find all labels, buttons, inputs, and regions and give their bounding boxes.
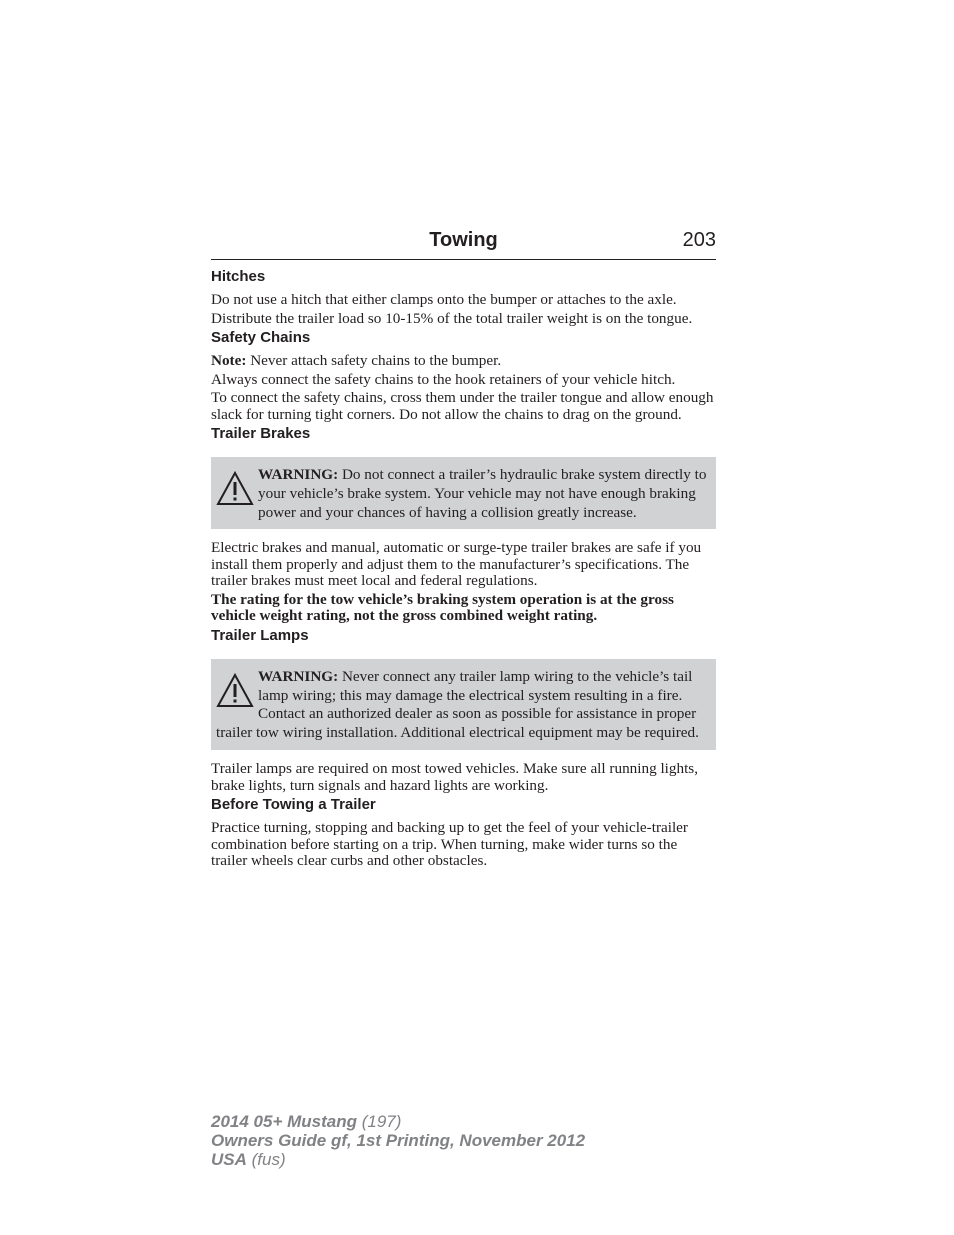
warning-label: WARNING: xyxy=(258,667,339,685)
bold-paragraph: The rating for the tow vehicle’s braking system operation is at the gross vehicle weight rating, not the gross combined weight rating. xyxy=(211,590,674,625)
paragraph: To connect the safety chains, cross them under the trailer tongue and allow enough slack for turning tight corners. Do not allow the chains to drag on the ground. xyxy=(211,389,714,423)
warning-text: Never connect any trailer lamp wiring to the vehicle’s tail lamp wiring; this may damage the electrical system resulting in a fire. Contact an authorized dealer as soon as possible for assistance in proper trailer tow wiring installation. Additional electrical equipment may be required. xyxy=(216,667,699,742)
footer-guide: Owners Guide gf, 1st Printing, November 2012 xyxy=(211,1131,586,1150)
page-number: 203 xyxy=(682,229,716,251)
note-paragraph xyxy=(211,353,716,370)
footer-model-code: (197) xyxy=(357,1112,402,1131)
chapter-title: Towing xyxy=(429,229,498,251)
footer-model: 2014 05+ Mustang xyxy=(211,1112,357,1131)
warning-triangle-icon xyxy=(216,470,254,508)
footer-line-1 xyxy=(211,1112,585,1131)
paragraph: Always connect the safety chains to the hook retainers of your vehicle hitch. xyxy=(211,370,676,388)
paragraph: Electric brakes and manual, automatic or surge-type trailer brakes are safe if you install them properly and adjust them to the manufacturer’s specifications. The trailer brakes must meet local and federal regulations. xyxy=(211,539,702,590)
heading-before-towing: Before Towing a Trailer xyxy=(211,796,376,814)
warning-triangle-icon xyxy=(216,672,254,710)
paragraph: Practice turning, stopping and backing up to get the feel of your vehicle-trailer combination before starting on a trip. When turning, make wider turns so the trailer wheels clear curbs and other obstacles. xyxy=(211,819,688,870)
paragraph: Trailer lamps are required on most towed vehicles. Make sure all running lights, brake lights, turn signals and hazard lights are working. xyxy=(211,760,699,794)
page-content xyxy=(211,266,716,872)
warning-box-brakes xyxy=(211,457,716,529)
heading-hitches: Hitches xyxy=(211,268,266,285)
page-header xyxy=(211,229,716,260)
note-text: Never attach safety chains to the bumper. xyxy=(246,352,502,369)
footer-market-code: (fus) xyxy=(246,1150,286,1169)
paragraph: Distribute the trailer load so 10-15% of the total trailer weight is on the tongue. xyxy=(211,309,693,327)
page-footer xyxy=(211,1112,585,1169)
footer-market: USA xyxy=(211,1150,247,1169)
warning-text: Do not connect a trailer’s hydraulic brake system directly to your vehicle’s brake system. Your vehicle may not have enough braking power and your chances of having a collision greatly increase. xyxy=(258,466,707,521)
footer-line-3 xyxy=(211,1150,585,1169)
warning-box-lamps xyxy=(211,659,716,750)
footer-line-2 xyxy=(211,1131,585,1150)
heading-safety-chains: Safety Chains xyxy=(211,329,311,346)
heading-trailer-brakes: Trailer Brakes xyxy=(211,425,311,442)
heading-trailer-lamps: Trailer Lamps xyxy=(211,626,309,644)
paragraph: Do not use a hitch that either clamps onto the bumper or attaches to the axle. xyxy=(211,291,677,308)
note-label: Note: xyxy=(211,352,247,369)
warning-label: WARNING: xyxy=(258,466,339,483)
